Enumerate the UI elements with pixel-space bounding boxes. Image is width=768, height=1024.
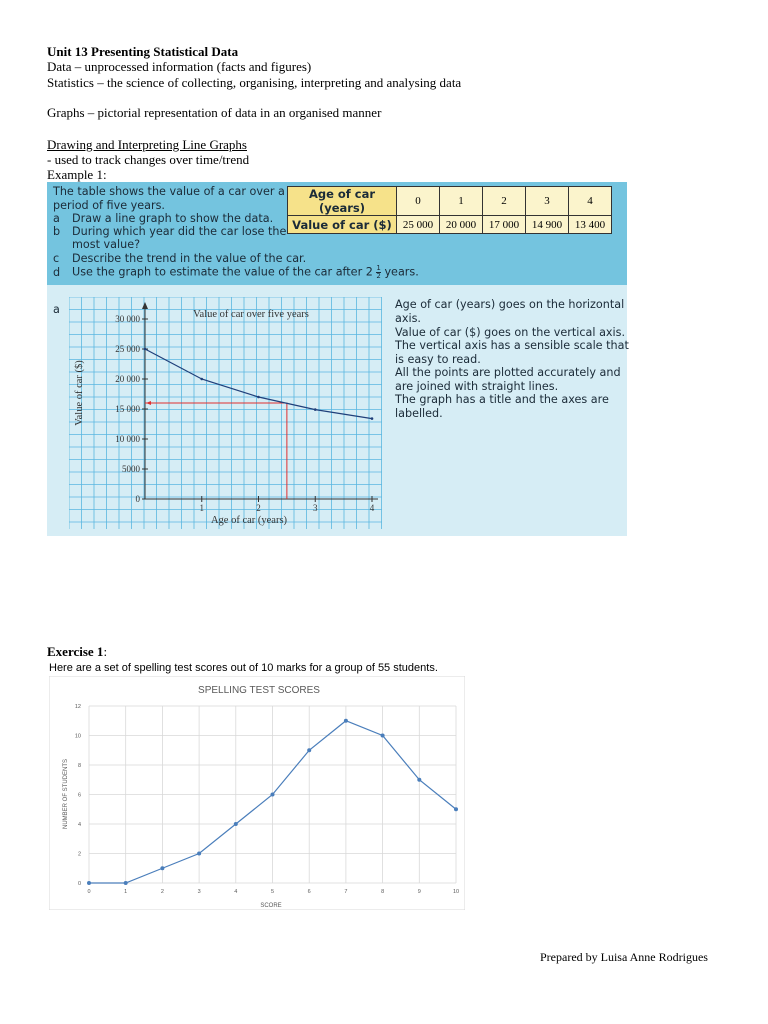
table-cell: 1 xyxy=(440,187,483,216)
car-value-chart xyxy=(69,297,389,534)
y-tick-label: 30 000 xyxy=(115,314,140,324)
table-cell: 13 400 xyxy=(569,216,612,234)
table-cell: 14 900 xyxy=(526,216,569,234)
data-point xyxy=(417,778,421,782)
table-header-age: Age of car (years) xyxy=(288,187,397,216)
x-tick-label: 3 xyxy=(313,503,318,513)
question-d-letter: d xyxy=(53,265,61,279)
data-point xyxy=(271,793,275,797)
car-value-table xyxy=(287,186,612,234)
y-tick-label: 10 000 xyxy=(115,434,140,444)
question-a xyxy=(53,212,273,225)
note-line: All the points are plotted accurately and xyxy=(395,366,621,379)
table-row xyxy=(288,187,612,216)
spelling-chart-title: SPELLING TEST SCORES xyxy=(198,685,320,696)
footer-credit: Prepared by Luisa Anne Rodrigues xyxy=(540,950,708,964)
data-point xyxy=(344,719,348,723)
note-line: The vertical axis has a sensible scale that xyxy=(395,339,629,352)
note-line: are joined with straight lines. xyxy=(395,380,559,393)
table-cell: 17 000 xyxy=(483,216,526,234)
question-c xyxy=(53,252,306,265)
definition-statistics: Statistics – the science of collecting, organising, interpreting and analysing data xyxy=(47,75,462,90)
y-tick-label: 6 xyxy=(77,792,81,799)
example-intro-line-2: period of five years. xyxy=(53,199,165,212)
data-point xyxy=(257,396,260,399)
y-tick-label: 4 xyxy=(77,822,81,828)
x-tick-label: 3 xyxy=(197,889,201,895)
definition-graphs: Graphs – pictorial representation of data in an organised manner xyxy=(47,105,382,120)
car-chart-y-label: Value of car ($) xyxy=(74,360,85,426)
note-line: Age of car (years) goes on the horizontal xyxy=(395,298,625,311)
spelling-scores-chart xyxy=(49,676,465,910)
fraction-half: $\frac{1}{2}$ xyxy=(376,264,381,280)
car-chart-x-label: Age of car (years) xyxy=(210,515,288,526)
data-point xyxy=(454,807,458,811)
question-a-letter: a xyxy=(53,212,60,225)
x-tick-label: 10 xyxy=(452,889,460,895)
y-tick-label: 5000 xyxy=(122,464,140,474)
x-tick-label: 8 xyxy=(381,889,385,895)
data-point xyxy=(124,881,128,885)
table-cell: 20 000 xyxy=(440,216,483,234)
x-tick-label: 2 xyxy=(256,503,261,513)
car-chart-title: Value of car over five years xyxy=(193,309,309,320)
page-title: Unit 13 Presenting Statistical Data xyxy=(47,44,239,59)
question-a-text: Draw a line graph to show the data. xyxy=(72,212,274,225)
y-axis-arrow xyxy=(142,302,148,309)
table-header-value: Value of car ($) xyxy=(288,216,397,234)
y-tick-label: 2 xyxy=(77,851,81,858)
note-line: Value of car ($) goes on the vertical axis. xyxy=(395,326,626,339)
example-label: Example 1: xyxy=(47,167,107,182)
data-point xyxy=(160,866,164,870)
y-tick-label: 15 000 xyxy=(115,404,140,414)
exercise-caption: Here are a set of spelling test scores out of 10 marks for a group of 55 students. xyxy=(49,662,438,674)
answer-label-a: a xyxy=(53,303,60,316)
data-point xyxy=(144,348,147,351)
y-tick-label: 25 000 xyxy=(115,344,140,354)
table-cell: 2 xyxy=(483,187,526,216)
x-tick-label: 9 xyxy=(417,889,421,895)
spelling-chart-y-label: NUMBER OF STUDENTS xyxy=(63,758,69,830)
x-tick-label: 6 xyxy=(307,889,311,895)
question-c-text: Describe the trend in the value of the car. xyxy=(72,252,307,265)
y-tick-label: 8 xyxy=(77,763,81,769)
x-tick-label: 4 xyxy=(369,503,375,513)
table-cell: 25 000 xyxy=(397,216,440,234)
note-line: The graph has a title and the axes are xyxy=(395,393,609,406)
question-d xyxy=(53,265,419,280)
x-tick-label: 5 xyxy=(270,889,275,895)
table-row xyxy=(288,216,612,234)
data-point xyxy=(234,822,238,826)
x-tick-label: 1 xyxy=(199,503,204,513)
x-tick-label: 4 xyxy=(234,889,238,895)
y-tick-label: 0 xyxy=(77,881,81,887)
note-line: axis. xyxy=(395,312,421,325)
exercise-label: Exercise 1: xyxy=(47,644,108,659)
table-cell: 3 xyxy=(526,187,569,216)
table-cell: 0 xyxy=(397,187,440,216)
y-tick-label: 20 000 xyxy=(115,374,140,384)
question-b xyxy=(53,225,286,238)
question-b-text-2: most value? xyxy=(72,238,141,251)
y-tick-label: 0 xyxy=(135,494,140,504)
data-point xyxy=(200,378,203,381)
example-panel xyxy=(47,182,627,536)
data-point xyxy=(381,734,385,738)
data-point xyxy=(87,881,91,885)
definition-data: Data – unprocessed information (facts and figures) xyxy=(47,59,312,74)
section-title: Drawing and Interpreting Line Graphs xyxy=(47,137,247,152)
y-tick-label: 12 xyxy=(74,704,81,710)
question-c-letter: c xyxy=(53,252,60,265)
x-tick-label: 7 xyxy=(344,889,348,895)
x-tick-label: 0 xyxy=(87,889,91,895)
data-point xyxy=(197,852,201,856)
question-b-letter: b xyxy=(53,225,61,238)
question-d-text: Use the graph to estimate the value of the car after 2 xyxy=(72,265,373,279)
question-d-years: years. xyxy=(384,265,419,279)
note-line: labelled. xyxy=(395,407,443,420)
estimate-arrow xyxy=(146,401,151,405)
x-tick-label: 1 xyxy=(124,889,128,895)
example-intro-line-1: The table shows the value of a car over a xyxy=(53,185,285,198)
data-point xyxy=(314,408,317,411)
spelling-chart-x-label: SCORE xyxy=(260,903,282,909)
data-point xyxy=(371,417,374,420)
data-point xyxy=(307,748,311,752)
y-tick-label: 10 xyxy=(74,733,81,740)
section-bullet: - used to track changes over time/trend xyxy=(47,152,250,167)
note-line: is easy to read. xyxy=(395,353,481,366)
x-tick-label: 2 xyxy=(160,889,164,895)
question-b-text: During which year did the car lose the xyxy=(72,225,287,238)
table-cell: 4 xyxy=(569,187,612,216)
